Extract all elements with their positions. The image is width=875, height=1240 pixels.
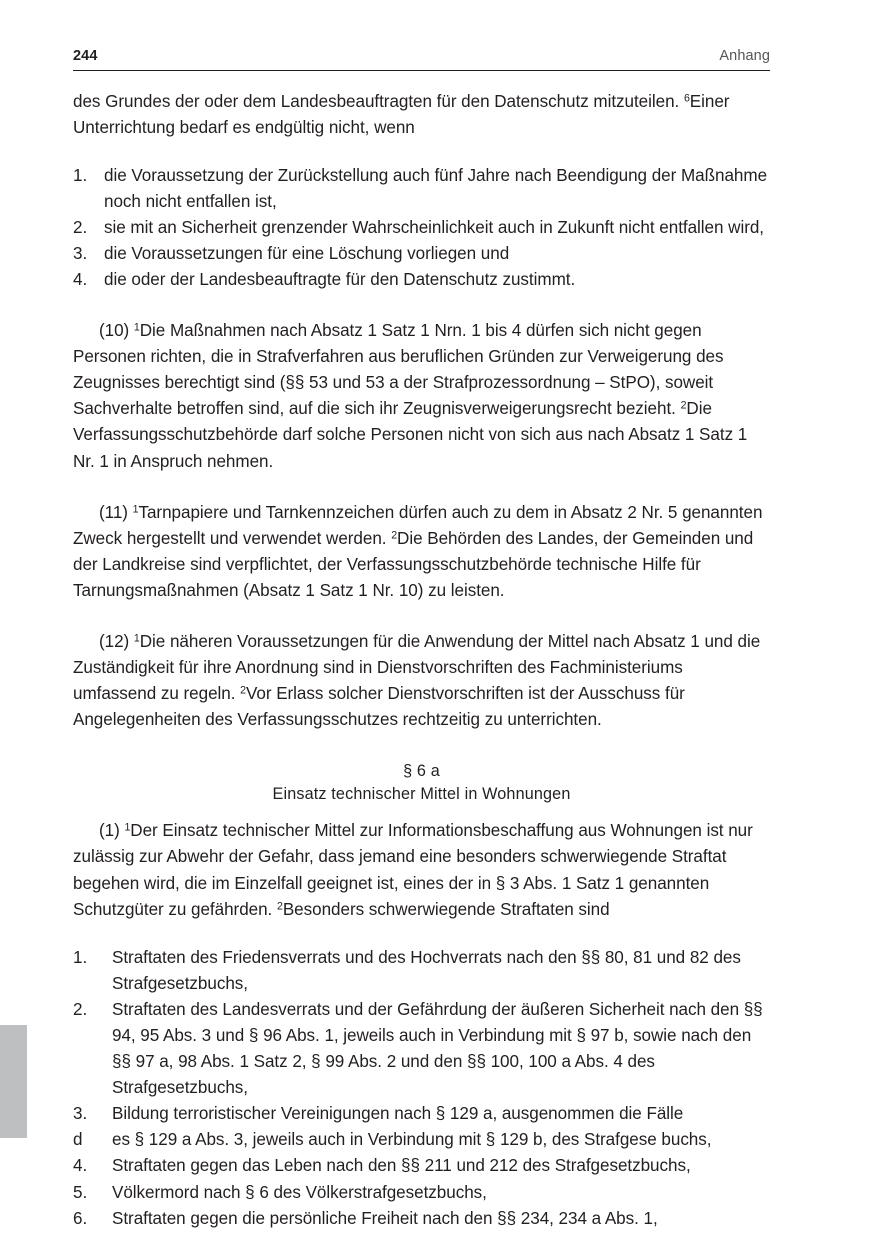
list-item bbox=[73, 241, 770, 267]
list-item-text: Bildung terroristischer Vereinigungen nach § 129 a, ausgenommen die Fälle bbox=[112, 1104, 684, 1124]
paragraph-1 bbox=[73, 818, 770, 922]
list-item bbox=[73, 163, 770, 215]
paragraph-continuation bbox=[73, 89, 770, 141]
list-item-text: Straftaten gegen das Leben nach den §§ 211 und 212 des Strafgesetzbuchs, bbox=[112, 1156, 691, 1176]
list-item-text: Straftaten des Landesverrats und der Gefährdung der äußeren Sicherheit nach den §§ 94, 95 Abs. 3 und § 96 Abs. 1, jeweils auch in Verbindung mit § 97 b, sowie nach den §§ 97 a, 98 Abs. 1 Satz 2, § 99 Abs. 2 und den §§ 100, 100 a Abs. 4 des Strafgesetzbuchs, bbox=[112, 999, 763, 1098]
list-item-text: die Voraussetzungen für eine Löschung vorliegen und bbox=[104, 243, 510, 263]
page-content bbox=[73, 48, 770, 1232]
sentence-marker-1: 1 bbox=[133, 321, 140, 334]
sentence-marker-2: 2 bbox=[680, 399, 687, 412]
paragraph-sentence-2: Besonders schwerwiegende Straftaten sind bbox=[282, 899, 610, 919]
list-item bbox=[73, 945, 770, 997]
numbered-list-a bbox=[73, 163, 770, 293]
continuation-text-part-1: des Grundes der oder dem Landesbeauftragten für den Datenschutz mitzuteilen. bbox=[73, 92, 684, 112]
paragraph-sentence-2: Die Behörden des Landes, der Gemeinden und der Landkreise sind verpflichtet, der Verfassungsschutzbehörde technische Hilfe für Tarnungsmaßnahmen (Absatz 1 Satz 1 Nr. 10) zu leisten. bbox=[73, 528, 754, 600]
paragraph-number: (10) bbox=[99, 321, 134, 341]
page-number: 244 bbox=[73, 48, 98, 64]
list-item-text: Straftaten des Friedensverrats und des Hochverrats nach den §§ 80, 81 und 82 des Strafgesetzbuchs, bbox=[112, 947, 741, 993]
list-item-text: es § 129 a Abs. 3, jeweils auch in Verbindung mit § 129 b, des Strafgese buchs, bbox=[112, 1130, 712, 1150]
list-item bbox=[73, 1180, 770, 1206]
list-marker: 3. bbox=[73, 1104, 88, 1124]
sentence-marker-6: 6 bbox=[683, 92, 690, 105]
list-marker: 1. bbox=[73, 165, 88, 185]
list-item bbox=[73, 1127, 770, 1153]
paragraph-sentence-1: Der Einsatz technischer Mittel zur Informationsbeschaffung aus Wohnungen ist nur zulässig zur Abwehr der Gefahr, dass jemand eine besonders schwerwiegende Straftat begehen wird, die im Einzelfall geeignet ist, eines der in § 3 Abs. 1 Satz 1 genannten Schutzgüter zu gefährden. bbox=[73, 821, 753, 919]
section-symbol: § 6 a bbox=[403, 762, 440, 781]
paragraph-11 bbox=[73, 500, 770, 604]
list-marker: 2. bbox=[73, 999, 88, 1019]
list-marker: d bbox=[73, 1130, 83, 1150]
sentence-marker-2: 2 bbox=[391, 529, 398, 542]
paragraph-sentence-1: Tarnpapiere und Tarnkennzeichen dürfen auch zu dem in Absatz 2 Nr. 5 genannten Zweck hergestellt und verwendet werden. bbox=[73, 502, 763, 548]
list-item-text: sie mit an Sicherheit grenzender Wahrscheinlichkeit auch in Zukunft nicht entfallen wird, bbox=[104, 217, 765, 237]
list-item bbox=[73, 267, 770, 293]
running-head-title: Anhang bbox=[719, 48, 770, 64]
sentence-marker-1: 1 bbox=[124, 821, 131, 834]
list-item bbox=[73, 1153, 770, 1179]
list-item bbox=[73, 1206, 770, 1232]
paragraph-number: (1) bbox=[99, 821, 125, 841]
list-item-text: Straftaten gegen die persönliche Freiheit nach den §§ 234, 234 a Abs. 1, bbox=[112, 1208, 658, 1228]
section-caption: Einsatz technischer Mittel in Wohnungen bbox=[272, 785, 571, 804]
list-item-text: die oder der Landesbeauftragte für den Datenschutz zustimmt. bbox=[104, 269, 576, 289]
list-marker: 2. bbox=[73, 217, 88, 237]
list-marker: 1. bbox=[73, 947, 88, 967]
sentence-marker-2: 2 bbox=[276, 900, 283, 913]
paragraph-number: (12) bbox=[99, 631, 134, 651]
thumb-index-tab bbox=[0, 1025, 27, 1138]
numbered-list-b bbox=[73, 945, 770, 1232]
paragraph-12 bbox=[73, 629, 770, 733]
sentence-marker-1: 1 bbox=[133, 632, 140, 645]
list-marker: 3. bbox=[73, 243, 88, 263]
paragraph-sentence-2: Vor Erlass solcher Dienstvorschriften ist der Ausschuss für Angelegenheiten des Verfassungsschutzes rechtzeitig zu unterrichten. bbox=[73, 684, 685, 730]
paragraph-10 bbox=[73, 318, 770, 475]
list-item bbox=[73, 1101, 770, 1127]
paragraph-sentence-2: Die Verfassungsschutzbehörde darf solche Personen nicht von sich aus nach Absatz 1 Satz 1 Nr. 1 in Anspruch nehmen. bbox=[73, 399, 748, 471]
list-item-text: die Voraussetzung der Zurückstellung auch fünf Jahre nach Beendigung der Maßnahme noch nicht entfallen ist, bbox=[104, 165, 768, 211]
sentence-marker-2: 2 bbox=[240, 684, 246, 697]
section-heading bbox=[73, 760, 770, 806]
running-head bbox=[73, 48, 770, 71]
list-marker: 4. bbox=[73, 1156, 88, 1176]
list-marker: 4. bbox=[73, 269, 88, 289]
list-item bbox=[73, 215, 770, 241]
list-item-text: Völkermord nach § 6 des Völkerstrafgesetzbuchs, bbox=[112, 1182, 487, 1202]
paragraph-sentence-1: Die näheren Voraussetzungen für die Anwendung der Mittel nach Absatz 1 und die Zuständigkeit für ihre Anordnung sind in Dienstvorschriften des Fachministeriums umfassend zu regeln. bbox=[73, 631, 761, 704]
list-marker: 6. bbox=[73, 1208, 88, 1228]
continuation-text-part-2: Einer Unterrichtung bedarf es endgültig nicht, wenn bbox=[73, 92, 730, 138]
body-text bbox=[73, 89, 770, 1231]
list-marker: 5. bbox=[73, 1182, 88, 1202]
list-item bbox=[73, 997, 770, 1101]
paragraph-sentence-1: Die Maßnahmen nach Absatz 1 Satz 1 Nrn. 1 bis 4 dürfen sich nicht gegen Personen richten, die in Strafverfahren aus beruflichen Gründen zur Verweigerung des Zeugnisses berechtigt sind (§§ 53 und 53 a der Strafprozessordnung – StPO), soweit Sachverhalte betroffen sind, auf die sich ihr Zeugnisverweigerungsrecht bezieht. bbox=[73, 321, 724, 419]
paragraph-number: (11) bbox=[99, 502, 133, 522]
sentence-marker-1: 1 bbox=[132, 503, 139, 516]
